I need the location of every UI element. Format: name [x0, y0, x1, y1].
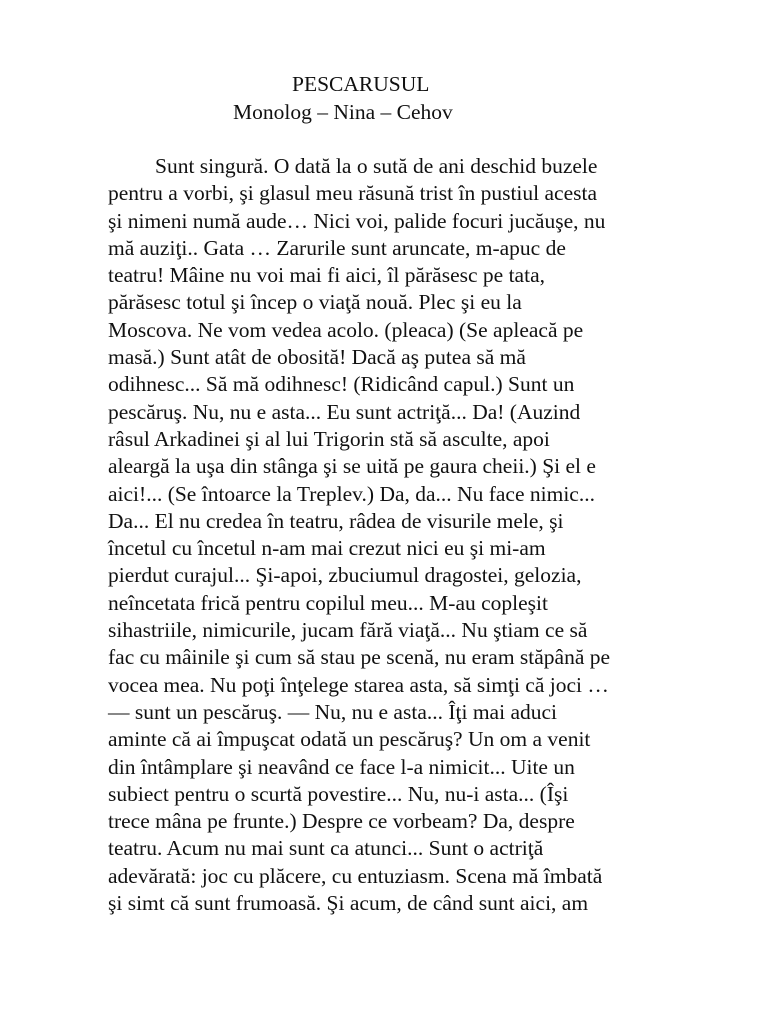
- text-line: aleargă la uşa din stânga şi se uită pe gaura cheii.) Şi el e: [108, 454, 596, 479]
- text-line: neîncetata frică pentru copilul meu... M-au copleşit: [108, 590, 548, 615]
- text-line: vocea mea. Nu poţi înţelege starea asta, să simţi că joci …: [108, 672, 609, 697]
- text-line: odihnesc... Să mă odihnesc! (Ridicând capul.) Sunt un: [108, 372, 575, 397]
- text-line: teatru. Acum nu mai sunt ca atunci... Sunt o actriţă: [108, 836, 544, 861]
- text-line: sihastriile, nimicurile, jucam fără viaţă... Nu ştiam ce să: [108, 618, 588, 643]
- text-line: râsul Arkadinei şi al lui Trigorin stă să asculte, apoi: [108, 426, 550, 451]
- text-line: Moscova. Ne vom vedea acolo. (pleaca) (Se apleacă pe: [108, 317, 584, 342]
- text-line: mă auziţi.. Gata … Zarurile sunt aruncate, m-apuc de: [108, 235, 566, 260]
- text-line: părăsesc totul şi încep o viaţă nouă. Plec şi eu la: [108, 290, 522, 315]
- text-line: teatru! Mâine nu voi mai fi aici, îl părăsesc pe tata,: [108, 263, 545, 288]
- text-line: — sunt un pescăruş. — Nu, nu e asta... Îţi mai aduci: [108, 699, 558, 724]
- text-line: şi nimeni numă aude… Nici voi, palide focuri jucăuşe, nu: [108, 208, 606, 233]
- text-line: pierdut curajul... Şi-apoi, zbuciumul dragostei, gelozia,: [108, 563, 582, 588]
- text-line: pentru a vorbi, şi glasul meu răsună trist în pustiul acesta: [108, 181, 598, 206]
- text-line: Sunt singură. O dată la o sută de ani deschid buzele: [155, 154, 598, 178]
- text-line: din întâmplare şi neavând ce face l-a nimicit... Uite un: [108, 754, 575, 779]
- text-line: masă.) Sunt atât de obosită! Dacă aş putea să mă: [108, 345, 526, 370]
- text-line: trece mâna pe frunte.) Despre ce vorbeam? Da, despre: [108, 809, 575, 834]
- text-line: şi simt că sunt frumoasă. Şi acum, de când sunt aici, am: [108, 891, 589, 916]
- document-title: PESCARUSUL: [292, 72, 430, 96]
- text-line: încetul cu încetul n-am mai crezut nici eu şi mi-am: [108, 536, 546, 561]
- text-line: aminte că ai împuşcat odată un pescăruş? Un om a venit: [108, 727, 591, 752]
- monologue-text: [108, 153, 728, 917]
- text-line: adevărată: joc cu plăcere, cu entuziasm. Scena mă îmbată: [108, 863, 603, 888]
- text-line: fac cu mâinile şi cum să stau pe scenă, nu eram stăpână pe: [108, 645, 611, 670]
- text-line: Da... El nu credea în teatru, râdea de visurile mele, şi: [108, 508, 564, 533]
- text-line: subiect pentru o scurtă povestire... Nu, nu-i asta... (Îşi: [108, 781, 569, 806]
- document-subtitle: Monolog – Nina – Cehov: [233, 100, 453, 124]
- text-line: aici!... (Se întoarce la Treplev.) Da, da... Nu face nimic...: [108, 481, 595, 506]
- text-line: pescăruş. Nu, nu e asta... Eu sunt actriţă... Da! (Auzind: [108, 399, 581, 424]
